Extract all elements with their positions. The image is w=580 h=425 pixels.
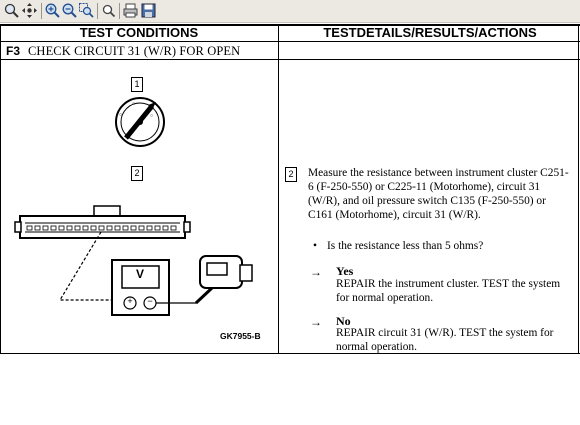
- oil-pressure-switch-connector: [200, 256, 252, 288]
- pan-arrows-icon: [21, 2, 38, 19]
- disk-icon: [140, 2, 157, 19]
- zoom-tool-button[interactable]: [3, 2, 20, 19]
- header-divider: [0, 41, 580, 42]
- no-arrow: →: [310, 315, 322, 329]
- column-divider: [278, 24, 279, 354]
- step-title: CHECK CIRCUIT 31 (W/R) FOR OPEN: [28, 44, 241, 58]
- zoom-in-icon: [44, 2, 61, 19]
- zoom-window-icon: [78, 2, 95, 19]
- yes-arrow: →: [310, 265, 322, 279]
- find-button[interactable]: [100, 2, 117, 19]
- zoom-window-button[interactable]: [78, 2, 95, 19]
- save-button[interactable]: [140, 2, 157, 19]
- question-text: Is the resistance less than 5 ohms?: [327, 240, 484, 252]
- search-icon: [100, 2, 117, 19]
- figure-code: GK7955-B: [220, 331, 261, 341]
- svg-text:○: ○: [119, 112, 123, 118]
- yes-label: Yes: [336, 264, 354, 278]
- printer-icon: [122, 2, 139, 19]
- header-test-details: TESTDETAILS/RESULTS/ACTIONS: [323, 25, 537, 40]
- svg-text:○: ○: [132, 101, 136, 107]
- pan-tool-button[interactable]: [21, 2, 38, 19]
- step-number-box: 2: [285, 167, 297, 182]
- instruction-text: Measure the resistance between instrument cluster C251-6 (F-250-550) or C225-11 (Motorhome), circuit 31 (W/R), and oil pressure switch C135 (F-250-550) or C161 (Motorhome), circuit 31 (W/R).: [308, 167, 569, 221]
- ignition-switch: [116, 98, 164, 146]
- callout-1: 1: [131, 77, 143, 92]
- step-code: F3: [6, 44, 21, 58]
- zoom-out-button[interactable]: [61, 2, 78, 19]
- no-label: No: [336, 314, 351, 328]
- print-button[interactable]: [122, 2, 139, 19]
- table-right-border: [578, 24, 579, 354]
- toolbar: [0, 0, 580, 23]
- meter-plus: +: [127, 296, 133, 306]
- header-test-conditions: TEST CONDITIONS: [79, 25, 199, 40]
- zoom-in-button[interactable]: [44, 2, 61, 19]
- meter-minus: −: [147, 296, 153, 306]
- svg-text:○: ○: [150, 113, 154, 119]
- magnifier-icon: [3, 2, 20, 19]
- test-diagram: [0, 60, 278, 354]
- no-action: REPAIR circuit 31 (W/R). TEST the system for normal operation.: [336, 327, 554, 353]
- instrument-cluster-connector: [15, 206, 190, 238]
- zoom-out-icon: [61, 2, 78, 19]
- meter-symbol: V: [135, 267, 144, 281]
- callout-2: 2: [131, 166, 143, 181]
- bullet: •: [313, 240, 317, 252]
- yes-action: REPAIR the instrument cluster. TEST the system for normal operation.: [336, 278, 561, 304]
